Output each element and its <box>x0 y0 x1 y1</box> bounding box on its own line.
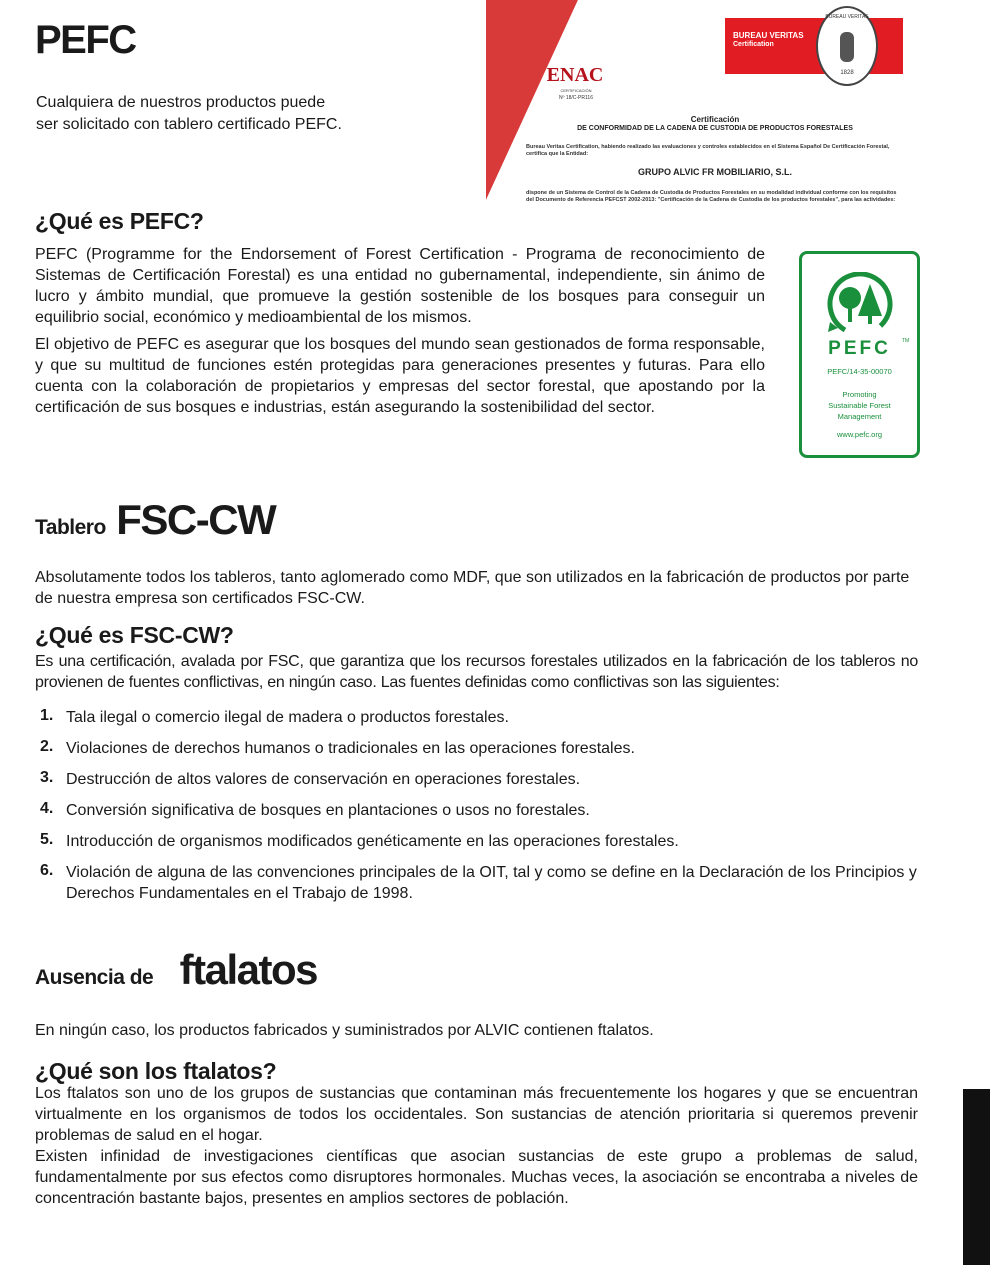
pefc-trees-icon <box>824 272 896 336</box>
ftalatos-title-big: ftalatos <box>179 946 318 993</box>
fsc-title-big: FSC-CW <box>116 496 276 543</box>
pefc-paragraph-2: El objetivo de PEFC es asegurar que los bosques del mundo sean gestionados de forma responsable, y que su multitud de funciones estén protegidas para generaciones presentes y futuras. Para ello cuenta con la colaboración de propietarios y empresas del sector forestal, que apostando por la certificación de sus bosques e industrias, están asegurando la sostenibilidad del sector. <box>35 336 765 416</box>
ftalatos-intro: En ningún caso, los productos fabricados y suministrados por ALVIC contienen ftalatos. <box>35 1022 654 1039</box>
enac-sub: CERTIFICACIÓN <box>560 88 592 93</box>
pefc-logo-promoting-2: Sustainable Forest <box>828 401 891 410</box>
ftalatos-title-small: Ausencia de <box>35 966 154 989</box>
fsc-item-4-number: 4. <box>40 800 54 817</box>
fsc-item-1-text: Tala ilegal o comercio ilegal de madera o productos forestales. <box>66 709 509 726</box>
pefc-question: ¿Qué es PEFC? <box>35 208 204 234</box>
certificate-title: Certificación <box>690 115 740 124</box>
seal-year: 1828 <box>840 70 854 76</box>
fsc-item-2-number: 2. <box>40 738 54 755</box>
bureau-veritas-sub: Certification <box>733 41 774 48</box>
pefc-logo-tm: TM <box>902 338 910 344</box>
bureau-veritas-name: BUREAU VERITAS <box>733 31 804 40</box>
certificate-company: GRUPO ALVIC FR MOBILIARIO, S.L. <box>638 167 792 177</box>
pefc-logo <box>799 251 920 458</box>
fsc-item-3-text: Destrucción de altos valores de conservación en operaciones forestales. <box>66 771 581 788</box>
fsc-paragraph: Es una certificación, avalada por FSC, que garantiza que los recursos forestales utilizados en la fabricación de los tableros no provienen de fuentes conflictivas, en ningún caso. Las fuentes definidas como conflictivas son las siguientes: <box>35 653 918 691</box>
ftalatos-paragraph-2: Existen infinidad de investigaciones científicas que asocian sustancias de este grupo a problemas de salud, fundamentalmente por sus efectos como disruptores hormonales. Muchas veces, la asociación se encontraba a niveles de concentración bastante bajos, presentes en amplios sectores de población. <box>35 1148 918 1207</box>
fsc-item-5-number: 5. <box>40 831 54 848</box>
fsc-item-6-text: Violación de alguna de las convenciones principales de la OIT, tal y como se define en la Declaración de los Principios y Derechos Fundamentales en el Trabajo de 1998. <box>66 864 917 902</box>
certificate-image <box>486 0 904 222</box>
seal-top-text: BUREAU VERITAS <box>825 14 869 20</box>
certificate-red-band <box>486 0 578 222</box>
pefc-logo-url: www.pefc.org <box>836 430 883 439</box>
pefc-logo-code: PEFC/14-35-00070 <box>827 367 892 376</box>
fsc-question: ¿Qué es FSC-CW? <box>35 622 234 648</box>
pefc-paragraph-1: PEFC (Programme for the Endorsement of Forest Certification - Programa de reconocimiento de Sistemas de Certificación Forestal) es una entidad no gubernamental, independiente, sin ánimo de lucro y ámbito mundial, que promueve la gestión sostenible de los bosques para conseguir un equilibrio social, económico y medioambiental de los mismos. <box>35 246 765 326</box>
ftalatos-question: ¿Qué son los ftalatos? <box>35 1058 277 1084</box>
pefc-title: PEFC <box>35 18 136 62</box>
fsc-item-1-number: 1. <box>40 707 54 724</box>
fsc-title-small: Tablero <box>35 516 106 539</box>
ftalatos-paragraph-1: Los ftalatos son uno de los grupos de sustancias que contaminan más frecuentemente los hogares y que se encuentran virtualmente en los organismos de todos los occidentales. Son sustancias de atención prioritaria si queremos prevenir problemas de salud en el hogar. <box>35 1085 918 1144</box>
fsc-item-3-number: 3. <box>40 769 54 786</box>
pefc-intro-line2: ser solicitado con tablero certificado PEFC. <box>36 116 342 133</box>
enac-number: Nº 18/C-PR116 <box>559 95 593 101</box>
pefc-intro-line1: Cualquiera de nuestros productos puede <box>36 94 326 111</box>
certificate-intro: Bureau Veritas Certification, habiendo realizado las evaluaciones y controles establecidos en el Sistema Español De Certificación Forestal, certifica que la Entidad: <box>526 144 890 157</box>
certificate-subtitle: DE CONFORMIDAD DE LA CADENA DE CUSTODIA DE PRODUCTOS FORESTALES <box>577 125 853 132</box>
enac-logo: ENAC <box>546 64 604 86</box>
pefc-logo-word: PEFC <box>828 338 891 359</box>
fsc-item-5-text: Introducción de organismos modificados genéticamente en las operaciones forestales. <box>66 833 679 850</box>
fsc-item-2-text: Violaciones de derechos humanos o tradicionales en las operaciones forestales. <box>66 740 635 757</box>
certificate-description: dispone de un Sistema de Control de la Cadena de Custodia de Productos Forestales en su modalidad individual conforme con los requisitos del Documento de Referencia PEFCST 2002-2013: "Certificación de la Cadena de Custodia de los productos forestales", para las actividades: <box>526 190 897 203</box>
ftalatos-title <box>35 946 317 994</box>
fsc-item-6-number: 6. <box>40 862 54 879</box>
fsc-intro: Absolutamente todos los tableros, tanto aglomerado como MDF, que son utilizados en la fabricación de productos por parte de nuestra empresa son certificados FSC-CW. <box>35 569 910 607</box>
fsc-item-4-text: Conversión significativa de bosques en plantaciones o usos no forestales. <box>66 802 590 819</box>
pefc-logo-promoting <box>802 389 917 422</box>
page-edge-tab <box>963 1089 990 1265</box>
fsc-title <box>35 496 275 544</box>
pefc-logo-promoting-3: Management <box>837 412 882 421</box>
bureau-veritas-seal-icon <box>816 6 878 86</box>
pefc-logo-promoting-1: Promoting <box>842 390 877 399</box>
